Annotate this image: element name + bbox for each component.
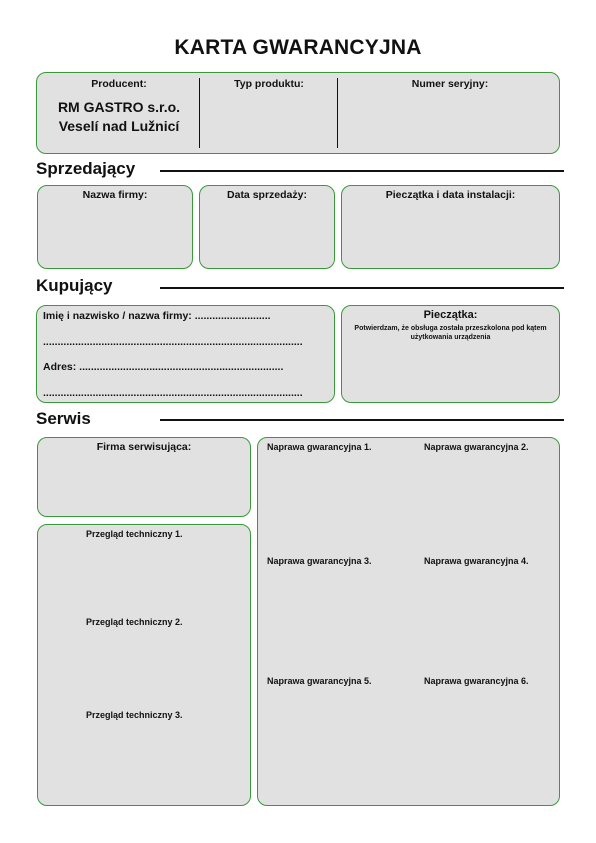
producer-label: Producent: <box>91 78 147 90</box>
service-heading: Serwis <box>36 409 91 428</box>
repair-1-label: Naprawa gwarancyjna 1. <box>267 442 372 452</box>
inspection-1-label: Przegląd techniczny 1. <box>86 529 183 539</box>
buyer-name-dots: ......................................................................................... <box>43 336 303 348</box>
buyer-details-box <box>36 305 335 403</box>
repair-3-label: Naprawa gwarancyjna 3. <box>267 556 372 566</box>
buyer-rule <box>160 287 564 289</box>
repair-6-label: Naprawa gwarancyjna 6. <box>424 676 529 686</box>
repairs-box <box>257 437 560 806</box>
service-rule <box>160 419 564 421</box>
document-title: KARTA GWARANCYJNA <box>174 36 422 59</box>
sale-date-box <box>199 185 335 269</box>
producer-box <box>36 72 560 154</box>
buyer-address-label: Adres: ...................................................................... <box>43 361 284 373</box>
buyer-name-label: Imię i nazwisko / nazwa firmy: .......................... <box>43 310 271 322</box>
buyer-heading: Kupujący <box>36 276 113 295</box>
buyer-address-dots: ......................................................................................... <box>43 387 303 399</box>
stamp-install-box <box>341 185 560 269</box>
seller-company-box <box>37 185 193 269</box>
producer-divider-2 <box>337 78 338 148</box>
service-company-label: Firma serwisująca: <box>96 441 192 453</box>
buyer-stamp-note: Potwierdzam, że obsługa została przeszkolona pod kątem użytkowania urządzenia <box>354 325 547 341</box>
seller-rule <box>160 170 564 172</box>
inspection-3-label: Przegląd techniczny 3. <box>86 710 183 720</box>
inspection-2-label: Przegląd techniczny 2. <box>86 617 183 627</box>
service-company-box <box>37 437 251 517</box>
repair-2-label: Naprawa gwarancyjna 2. <box>424 442 529 452</box>
sale-date-label: Data sprzedaży: <box>227 189 307 201</box>
repair-4-label: Naprawa gwarancyjna 4. <box>424 556 529 566</box>
producer-company-line1: RM GASTRO s.r.o. <box>57 99 181 115</box>
seller-company-label: Nazwa firmy: <box>82 189 148 201</box>
producer-company-line2: Veselí nad Lužnicí <box>58 118 180 134</box>
serial-number-label: Numer seryjny: <box>411 78 489 90</box>
inspections-box <box>37 524 251 806</box>
buyer-stamp-box <box>341 305 560 403</box>
buyer-stamp-label: Pieczątka: <box>423 309 478 321</box>
stamp-install-label: Pieczątka i data instalacji: <box>385 189 516 201</box>
seller-heading: Sprzedający <box>36 159 136 178</box>
product-type-label: Typ produktu: <box>234 78 304 90</box>
repair-5-label: Naprawa gwarancyjna 5. <box>267 676 372 686</box>
producer-divider-1 <box>199 78 200 148</box>
